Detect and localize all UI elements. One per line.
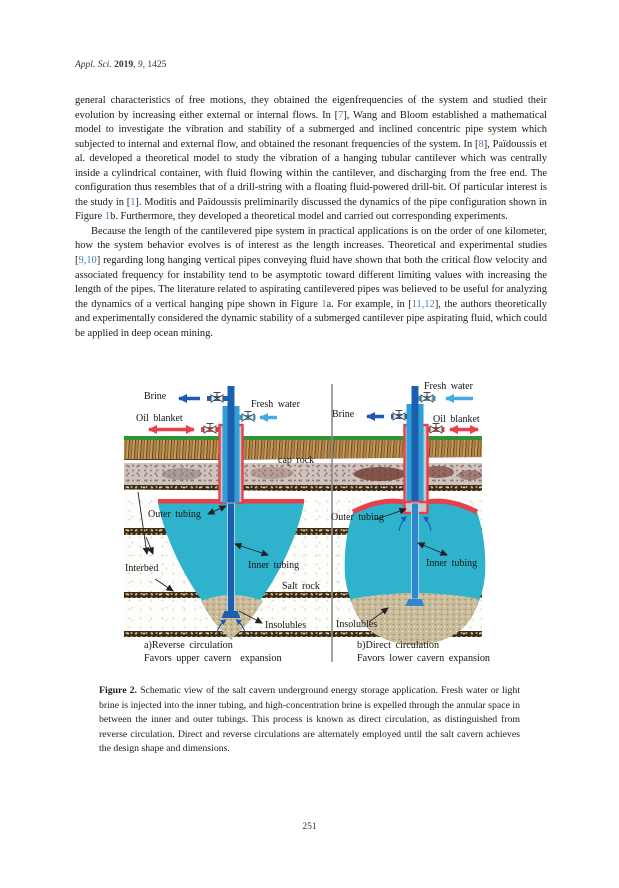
- label-insolubles-a: Insolubles: [265, 620, 307, 631]
- citation-link[interactable]: 1: [321, 298, 327, 310]
- citation-link[interactable]: 8: [478, 138, 484, 150]
- inner-tubing-pipe-b: [412, 386, 419, 503]
- figure-caption-text: Schematic view of the salt cavern underground energy storage application. Fresh water or light brine is injected into the inner tubing, and high-concentration brine is expelled through the annular space in between the inner and outer tubings. This process is known as direct circulation, as distinguished from reverse circulation. Direct and reverse circulations are alternately employed until the salt cavern achieves the design shape and dimensions.: [99, 685, 520, 755]
- label-oil-blanket-b: Oil blanket: [433, 414, 480, 425]
- label-brine-b: Brine: [332, 409, 355, 420]
- paragraph: [75, 94, 547, 225]
- label-outer-tubing-b: Outer tubing: [331, 512, 384, 523]
- figure-caption-label: Figure 2.: [99, 685, 137, 696]
- label-brine-a: Brine: [144, 391, 167, 402]
- label-inner-tubing-b: Inner tubing: [426, 558, 478, 569]
- text-segment: ], Wang and Bloom established a mathematical model to investigate the vibration and stability of a submerged and inclined concentric pipe system which subjected to internal and external flow, and obtained the resonant frequencies of the system. In [: [75, 109, 547, 150]
- paragraph: [75, 225, 547, 341]
- panel-a-caption-line2: Favors upper cavern expansion: [144, 653, 282, 664]
- running-header: [75, 60, 166, 70]
- text-segment: 9: [137, 60, 143, 70]
- citation-link[interactable]: 7: [338, 109, 344, 121]
- page-number: 251: [302, 822, 317, 832]
- text-segment: ], Païdoussis et al. developed a theoretical model to study the vibration of a hanging tubular cantilever which was centrally inside a cylindrical container, with fluid flowing within the cantilever, and discharging from the free end. The configuration thus resembles that of a drill-string with a floating fluid-powered drill-bit. Of particular interest is the study in [: [75, 138, 547, 208]
- panel-b-caption-line2: Favors lower cavern expansion: [357, 653, 491, 664]
- text-segment: , 1425: [142, 60, 167, 70]
- figure-caption: [99, 684, 520, 757]
- text-segment: ] regarding long hanging vertical pipes conveying fluid have shown that both the critical flow velocity and associated frequency for instability tend to be asymptotic toward different limiting values with increasing the length of the pipes. The literature related to aspirating cantilevered pipes was believed to be useful for analyzing the dynamics of a vertical hanging pipe shown in Figure: [75, 255, 547, 310]
- label-fresh-water-a: Fresh water: [251, 399, 300, 410]
- figure-2: [122, 378, 504, 670]
- citation-link[interactable]: 9,10: [78, 255, 97, 267]
- text-segment: ], the authors theoretically and experimentally considered the dynamic stability of a submerged cantilever pipe aspirating fluid, which could be applied in deep ocean mining.: [75, 298, 547, 339]
- text-segment: Appl. Sci.: [75, 60, 115, 70]
- label-outer-tubing-a: Outer tubing: [148, 509, 201, 520]
- citation-link[interactable]: 1: [130, 196, 136, 208]
- citation-link[interactable]: 11,12: [411, 298, 435, 310]
- text-segment: 2019: [114, 60, 134, 70]
- text-segment: general characteristics of free motions, they obtained the eigenfrequencies of the system and studied their evolution by increasing either external or internal flows. In [: [75, 95, 547, 121]
- label-cap-rock: cap rock: [278, 455, 315, 466]
- label-inner-tubing-a: Inner tubing: [248, 560, 300, 571]
- cap-rock-patches: [162, 466, 482, 481]
- wellhead-b: [367, 386, 478, 503]
- body-text: [75, 94, 547, 341]
- label-salt-rock: Salt rock: [282, 581, 320, 592]
- text-segment: ]. Moditis and Païdoussis preliminarily discussed the dynamics of the pipe configuration shown in Figure: [75, 196, 547, 223]
- text-segment: b. Furthermore, they developed a theoretical model and carried out corresponding experiments.: [110, 211, 508, 223]
- inner-tubing-pipe-a: [228, 386, 235, 503]
- text-segment: Because the length of the cantilevered pipe system in practical applications is on the order of one kilometer, how the system behavior evolves is of interest as the length increases. Theoretical and experimental studies [: [75, 225, 547, 267]
- panel-b-caption-line1: b)Direct circulation: [357, 640, 440, 651]
- label-fresh-water-b: Fresh water: [424, 381, 473, 392]
- label-oil-blanket-a: Oil blanket: [136, 413, 183, 424]
- citation-link[interactable]: 1: [104, 211, 111, 223]
- label-interbed: Interbed: [125, 563, 159, 574]
- label-insolubles-b: Insolubles: [336, 619, 378, 630]
- panel-a-caption-line1: a)Reverse circulation: [144, 640, 233, 651]
- text-segment: ,: [133, 60, 138, 70]
- text-segment: a. For example, in [: [326, 298, 412, 310]
